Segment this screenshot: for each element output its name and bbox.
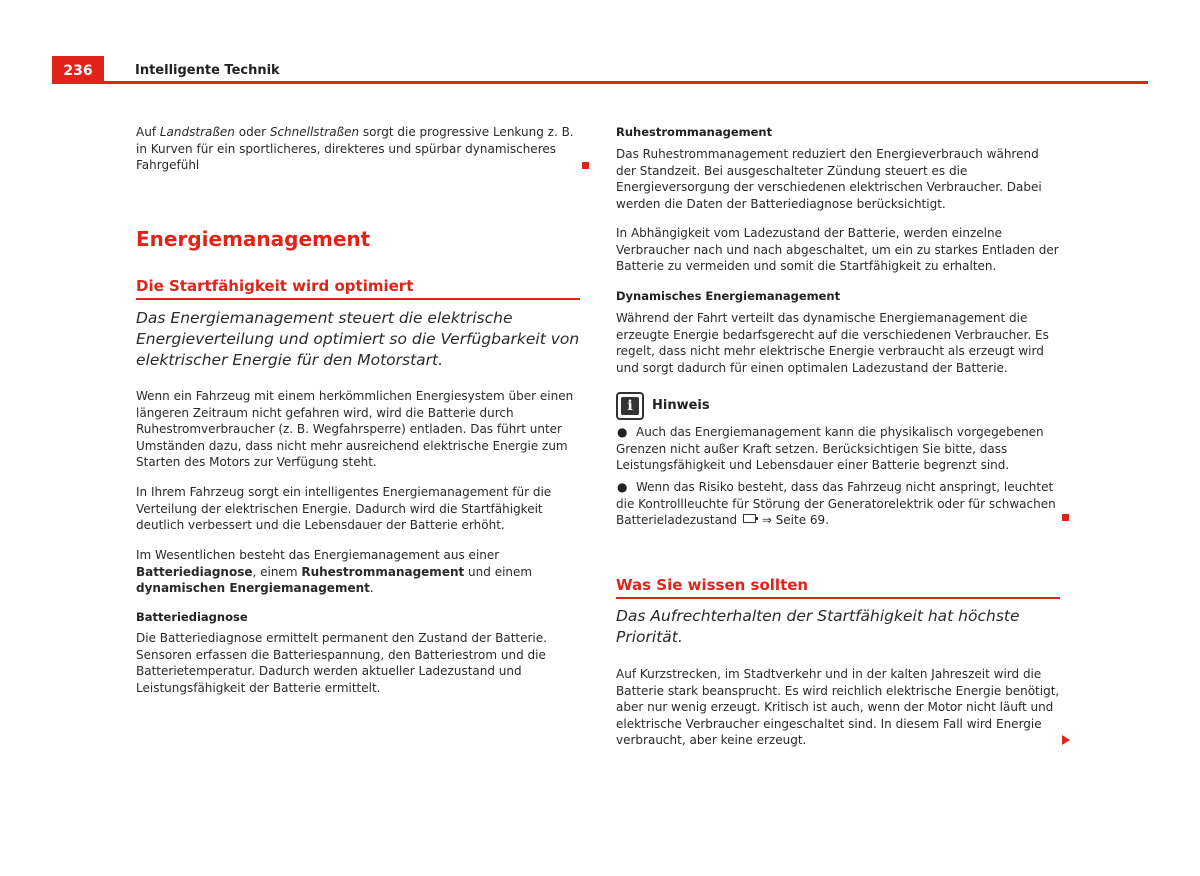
lead-text: Das Energiemanagement steuert die elektrische Energieverteilung und optimiert so die Verfügbarkeit von elektrischer Energie für den Motorstart. (136, 309, 580, 369)
continue-arrow-icon[interactable] (1062, 735, 1070, 745)
chapter-title: Intelligente Technik (135, 63, 280, 78)
rest-current-heading: Ruhestrommanagement (616, 125, 773, 139)
section-title: Energiemanagement (136, 227, 371, 251)
subsection-title: Die Startfähigkeit wird optimiert (136, 276, 580, 300)
header-rule (104, 81, 1148, 84)
intro-paragraph: Auf Landstraßen oder Schnellstraßen sorgt die progressive Lenkung z. B. in Kurven für ein sportlicheres, direkteres und spürbar dynamischeres Fahrgefühl (136, 125, 574, 172)
paragraph-3: Im Wesentlichen besteht das Energiemanagement aus einer Batteriediagnose, einem Ruhestrommanagement und einem dynamischen Energiemanagement. (136, 548, 533, 595)
battery-diagnosis-text: Die Batteriediagnose ermittelt permanent den Zustand der Batterie. Sensoren erfassen die Batteriespannung, den Batteriestrom und die Batterietemperatur. Dadurch werden aktueller Ladezustand und Leistungsfähigkeit der Batterie ermittelt. (136, 631, 547, 695)
info-icon: i (616, 392, 644, 420)
paragraph-2: In Ihrem Fahrzeug sorgt ein intelligentes Energiemanagement für die Verteilung der elektrischen Energie. Dadurch wird die Startfähigkeit deutlich verbessert und die Lebensdauer der Batterie erhöht. (136, 485, 552, 532)
note-box (616, 392, 1060, 527)
dynamic-management-text: Während der Fahrt verteilt das dynamische Energiemanagement die erzeugte Energie bedarfsgerecht auf die verschiedenen Verbraucher. Es regelt, dass nicht mehr elektrische Energie verbraucht als erzeugt wird und sorgt dadurch für einen optimalen Ladezustand der Batterie. (616, 311, 1049, 375)
know-section-title: Was Sie wissen sollten (616, 575, 1060, 599)
know-text: Auf Kurzstrecken, im Stadtverkehr und in der kalten Jahreszeit wird die Batterie stark beansprucht. Es wird reichlich elektrische Energie benötigt, aber nur wenig erzeugt. Kritisch ist auch, wenn der Motor nicht läuft und elektrische Verbraucher eingeschaltet sind. In diesem Fall wird Energie verbraucht, aber keine erzeugt. (616, 667, 1060, 747)
rest-current-text-2: In Abhängigkeit vom Ladezustand der Batterie, werden einzelne Verbraucher nach und nach abgeschaltet, um ein zu starkes Entladen der Batterie zu vermeiden und somit die Startfähigkeit zu erhalten. (616, 226, 1059, 273)
bullet-icon: ● (617, 480, 628, 494)
dynamic-management-heading: Dynamisches Energiemanagement (616, 289, 841, 303)
know-lead-text: Das Aufrechterhalten der Startfähigkeit hat höchste Priorität. (616, 607, 1020, 646)
page-number: 236 (52, 56, 104, 84)
note-end-mark (1062, 514, 1069, 521)
page-reference-link[interactable]: ⇒ Seite 69. (761, 513, 830, 527)
note-item-2: ● Wenn das Risiko besteht, dass das Fahrzeug nicht anspringt, leuchtet die Kontrollleuchte für Störung der Generatorelektrik oder für schwachen Batterieladezustand ⇒ Seite 69. (616, 480, 1056, 527)
battery-icon (743, 514, 756, 523)
section-end-mark (582, 162, 589, 169)
page-header (52, 56, 1148, 84)
paragraph-1: Wenn ein Fahrzeug mit einem herkömmlichen Energiesystem über einen längeren Zeitraum nicht gefahren wird, wird die Batterie durch Ruhestromverbraucher (z. B. Wegfahrsperre) entladen. Das führt unter Umständen dazu, dass nicht mehr ausreichend elektrische Energie zum Starten des Motors zur Verfügung steht. (136, 389, 574, 469)
note-title: Hinweis (652, 398, 710, 413)
rest-current-text-1: Das Ruhestrommanagement reduziert den Energieverbrauch während der Standzeit. Bei ausgeschalteter Zündung steuert es die Energieversorgung der verschiedenen elektrischen Verbraucher. Dabei werden die Daten der Batteriediagnose berücksichtigt. (616, 147, 1042, 211)
battery-diagnosis-heading: Batteriediagnose (136, 610, 248, 624)
bullet-icon: ● (617, 425, 628, 439)
note-item-1: ● Auch das Energiemanagement kann die physikalisch vorgegebenen Grenzen nicht außer Kraft setzen. Berücksichtigen Sie bitte, dass Leistungsfähigkeit und Lebensdauer einer Batterie begrenzt sind. (616, 425, 1044, 472)
